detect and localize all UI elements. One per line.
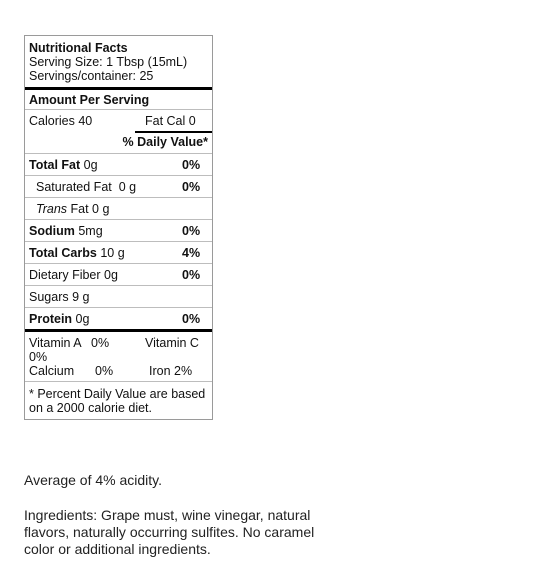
nutrient-daily-value: 0% [182,267,201,282]
nutrient-amount: Fat 0 g [70,201,110,216]
calcium-label: Calcium [29,364,75,378]
nutrient-amount: 9 g [72,289,90,304]
fat-calories-value: Fat Cal 0 [145,113,196,128]
product-notes [24,472,344,558]
vitamin-c-label: Vitamin C [145,336,199,350]
label-header [25,36,212,87]
nutrient-row-sodium [25,219,212,241]
nutrient-name: Sugars [29,289,69,304]
nutrient-row-protein [25,307,212,329]
acidity-note: Average of 4% acidity. [24,472,163,488]
nutrient-daily-value: 4% [182,245,201,260]
calories-value: Calories 40 [29,113,93,128]
nutrient-daily-value: 0% [182,157,201,172]
nutrient-name: Sodium [29,223,75,238]
nutrient-name: Protein [29,311,73,326]
nutrient-row-sugars [25,285,212,307]
servings-per-container: Servings/container: 25 [29,69,154,83]
nutrition-facts-label [24,35,213,420]
iron-value: Iron 2% [149,364,193,378]
nutrient-row-dietary-fiber [25,263,212,285]
vitamin-c-value: 0% [29,350,48,364]
calcium-value: 0% [95,364,114,378]
nutrient-amount: 5mg [78,223,103,238]
nutrient-amount: 0g [104,267,118,282]
nutrient-daily-value: 0% [182,311,201,326]
nutrient-daily-value: 0% [182,223,201,238]
nutrient-name: Saturated Fat [36,179,112,194]
vitamin-a-value: 0% [91,336,110,350]
nutrient-name: Trans [36,201,68,216]
calories-row [25,109,212,131]
nutrient-amount: 10 g [100,245,125,260]
nutrient-daily-value: 0% [182,179,201,194]
vitamin-a-label: Vitamin A [29,336,82,350]
amount-per-serving: Amount Per Serving [25,87,212,109]
nutrient-name: Dietary Fiber [29,267,101,282]
nutrient-amount: 0g [83,157,98,172]
nutrient-row-trans-fat [25,197,212,219]
vitamins-section [25,329,212,381]
nutrient-row-total-carbs [25,241,212,263]
nutrient-amount: 0g [75,311,90,326]
daily-value-header: % Daily Value* [25,131,212,153]
ingredients-text: Ingredients: Grape must, wine vinegar, natural flavors, naturally occurring sulfites. No caramel color or additional ingredients. [24,507,315,557]
nutrient-name: Total Carbs [29,245,97,260]
nutrient-amount: 0 g [118,179,137,194]
nutrient-name: Total Fat [29,157,81,172]
daily-value-footnote: * Percent Daily Value are based on a 2000 calorie diet. [25,381,212,419]
serving-size: Serving Size: 1 Tbsp (15mL) [29,55,188,69]
nutrient-row-total-fat [25,153,212,175]
label-title: Nutritional Facts [29,41,128,55]
nutrient-row-saturated-fat [25,175,212,197]
